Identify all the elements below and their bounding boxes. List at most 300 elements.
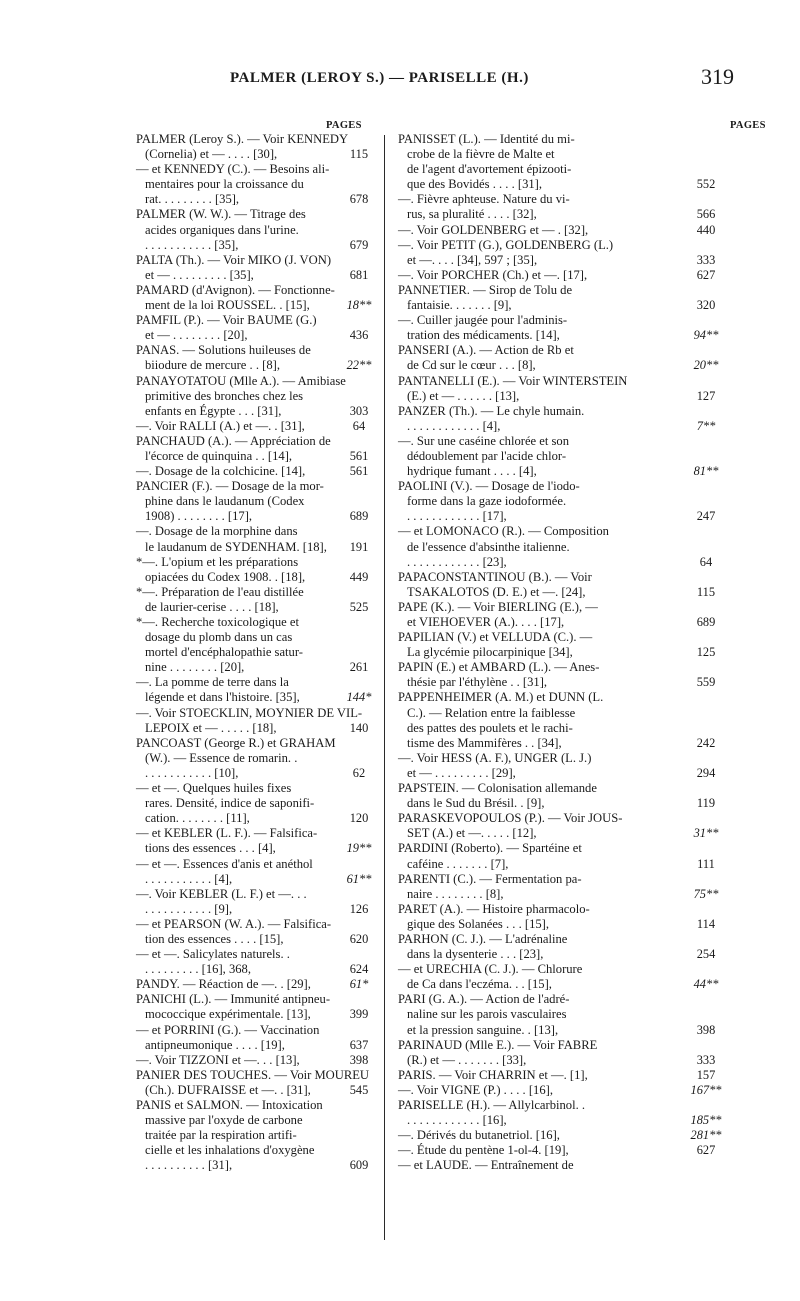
entry-text: (Cornelia) et — . . . . [30], [145,147,278,162]
entry-text: — et KEBLER (L. F.). — Falsifica- [136,826,318,841]
entry-text: —. Voir VIGNE (P.) . . . . [16], [398,1082,553,1097]
index-entry-line [398,192,746,207]
page-reference: 436 [349,328,369,343]
entry-text: TSAKALOTOS (D. E.) et —. [24], [407,584,586,599]
entry-text: — et —. Quelques huiles fixes [136,781,292,796]
entry-text: PARDINI (Roberto). — Spartéine et [398,841,582,856]
index-entry-line [398,494,746,509]
index-entry-line [398,283,746,298]
entry-text: enfants en Égypte . . . [31], [145,403,282,418]
page-reference: 398 [696,1022,716,1037]
index-entry-line [398,374,746,389]
index-entry-line [136,539,369,555]
index-entry-line [136,736,366,751]
right-index-column [398,132,746,1173]
entry-text: et — . . . . . . . . [20], [145,328,248,343]
index-entry-line [136,524,366,539]
entry-text: rares. Densité, indice de saponifi- [145,796,315,811]
index-entry-line [136,766,366,781]
index-entry-line [136,675,366,690]
entry-text: nine . . . . . . . . [20], [145,660,245,675]
index-entry-line [398,887,746,902]
index-entry-line [136,796,366,811]
entry-text: PANAYOTATOU (Mlle A.). — Amibiase [136,373,346,388]
page-reference: 111 [697,856,715,871]
index-entry-line [136,690,372,705]
index-entry-line [136,1037,369,1053]
index-entry-line [136,645,366,660]
index-entry-line [398,1038,746,1053]
page-reference: 64 [352,418,366,433]
index-entry-line [398,872,746,887]
entry-text: massive par l'oxyde de carbone [145,1113,303,1128]
page-reference: 62 [352,765,366,780]
entry-text: —. Dérivés du butanetriol. [16], [398,1128,560,1143]
index-entry-line [136,464,369,479]
entry-text: —. Fièvre aphteuse. Nature du vi- [398,192,570,207]
entry-text: (W.). — Essence de romarin. . [145,750,298,765]
entry-text: — et KENNEDY (C.). — Besoins ali- [136,162,330,177]
page-reference: 126 [349,901,369,916]
entry-text: —. La pomme de terre dans la [136,675,289,690]
entry-text: PANCIER (F.). — Dosage de la mor- [136,479,324,494]
index-entry-line [136,630,366,645]
page-reference: 115 [349,147,369,162]
index-entry-line [398,343,746,358]
page-reference: 254 [696,947,716,962]
index-entry-line [136,162,366,177]
page-reference: 61** [346,871,372,886]
page-reference: 114 [696,916,716,931]
entry-text: — et URECHIA (C. J.). — Chlorure [398,962,583,977]
entry-text: (E.) et — . . . . . . [13], [407,388,520,403]
entry-text: traitée par la respiration artifi- [145,1128,297,1143]
index-entry-line [398,298,746,313]
page-reference: 19** [346,841,372,856]
index-entry-line [398,600,746,615]
page-reference: 261 [349,660,369,675]
entry-text: hydrique fumant . . . . [4], [407,464,537,479]
entry-text: La glycémie pilocarpinique [34], [407,645,573,660]
entry-text: phine dans le laudanum (Codex [145,494,305,509]
entry-text: PARINAUD (Mlle E.). — Voir FABRE [398,1037,598,1052]
index-entry-line [136,585,366,600]
entry-text: tration des médicaments. [14], [407,328,560,343]
index-entry-line [136,826,366,841]
entry-text: PAMARD (d'Avignon). — Fonctionne- [136,282,335,297]
page-reference: 31** [693,826,719,841]
page-reference: 399 [349,1007,369,1022]
entry-text: ment de la loi ROUSSEL. . [15], [145,298,310,313]
entry-text: des pattes des poulets et le rachi- [407,720,573,735]
entry-text: . . . . . . . . . . . [35], [145,237,239,252]
index-entry-line [398,811,746,826]
entry-text: —. Dosage de la colchicine. [14], [136,464,306,479]
index-entry-line [136,298,372,313]
index-entry-line [398,947,746,962]
entry-text: LEPOIX et — . . . . . [18], [145,720,277,735]
index-entry-line [398,962,746,977]
entry-text: tisme des Mammifères . . [34], [407,735,562,750]
index-entry-line [398,389,746,404]
index-entry-line [136,811,369,826]
page-reference: 566 [696,207,716,222]
entry-text: caféine . . . . . . . [7], [407,856,509,871]
index-entry-line [136,479,366,494]
entry-text: dosage du plomb dans un cas [145,630,293,645]
entry-text: tion des essences . . . . [15], [145,931,284,946]
entry-text: C.). — Relation entre la faiblesse [407,705,576,720]
index-entry-line [136,1128,366,1143]
page-reference: 127 [696,388,716,403]
entry-text: fantaisie. . . . . . . [9], [407,298,512,313]
entry-text: *—. Préparation de l'eau distillée [136,584,304,599]
index-entry-line [136,931,369,947]
entry-text: mortel d'encéphalopathie satur- [145,645,303,660]
entry-text: . . . . . . . . . . . . [23], [407,554,507,569]
page-reference: 61* [349,977,369,992]
index-entry-line [398,449,746,464]
index-entry-line [398,736,746,751]
index-entry-line [398,826,746,841]
entry-text: PARHON (C. J.). — L'adrénaline [398,931,568,946]
index-entry-line [136,177,366,192]
page-reference: 303 [349,403,369,418]
entry-text: et — . . . . . . . . . [29], [407,765,516,780]
entry-text: PALTA (Th.). — Voir MIKO (J. VON) [136,252,332,267]
page-reference: 115 [696,584,716,599]
index-entry-line [136,267,369,283]
entry-text: de laurier-cerise . . . . [18], [145,599,279,614]
page-reference: 18** [346,298,372,313]
index-entry-line [398,540,746,555]
entry-text: —. Sur une caséine chlorée et son [398,433,570,448]
index-entry-line [136,901,369,917]
index-entry-line [398,555,746,570]
index-entry-line [398,328,746,343]
index-entry-line [398,660,746,675]
entry-text: de Cd sur le cœur . . . [8], [407,358,536,373]
index-entry-line [398,1068,746,1083]
entry-text: PANCHAUD (A.). — Appréciation de [136,433,331,448]
index-entry-line [136,1143,366,1158]
page-reference: 559 [696,675,716,690]
entry-text: PANNETIER. — Sirop de Tolu de [398,282,573,297]
index-entry-line [136,207,366,222]
entry-text: dans le Sud du Brésil. . [9], [407,796,545,811]
index-entry-line [398,404,746,419]
index-entry-line [136,343,366,358]
index-entry-line [398,902,746,917]
page-reference: 144* [346,690,372,705]
index-entry-line [136,253,366,268]
entry-text: — et —. Essences d'anis et anéthol [136,856,313,871]
entry-text: —. Voir STOECKLIN, MOYNIER DE VIL- [136,705,363,720]
index-entry-line [398,977,746,992]
page-reference: 281** [690,1128,722,1143]
entry-text: PARIS. — Voir CHARRIN et —. [1], [398,1067,588,1082]
index-entry-line [398,238,746,253]
page-reference: 689 [696,615,716,629]
index-entry-line [136,977,369,992]
entry-text: — et LOMONACO (R.). — Composition [398,524,609,539]
index-entry-line [398,706,746,721]
page-reference: 561 [349,464,369,479]
index-entry-line [136,1098,366,1113]
index-entry-line [398,781,746,796]
entry-text: PAPE (K.). — Voir BIERLING (E.), — [398,599,598,614]
entry-text: 1908) . . . . . . . . [17], [145,509,253,524]
entry-text: crobe de la fièvre de Malte et [407,147,555,162]
entry-text: et la pression sanguine. . [13], [407,1022,559,1037]
entry-text: de Ca dans l'eczéma. . . [15], [407,977,552,992]
entry-text: PANCOAST (George R.) et GRAHAM [136,735,336,750]
index-entry-line [136,1067,370,1083]
left-column-pages-heading: PAGES [326,120,362,131]
index-entry-line [398,1023,746,1038]
page-reference: 678 [349,192,369,207]
index-entry-line [398,1053,746,1068]
page-reference: 333 [696,252,716,267]
index-entry-line [136,328,369,343]
index-entry-line [398,177,746,192]
page-reference: 398 [349,1052,369,1067]
index-entry-line [136,917,366,932]
entry-text: le laudanum de SYDENHAM. [18], [145,539,327,554]
index-entry-line [398,268,746,283]
page-reference: 449 [349,569,369,584]
entry-text: PARENTI (C.). — Fermentation pa- [398,871,582,886]
index-entry-line [398,841,746,856]
entry-text: PARI (G. A.). — Action de l'adré- [398,992,570,1007]
index-entry-line [398,766,746,781]
index-entry-line [136,494,366,509]
page-reference: 320 [696,298,716,313]
entry-text: —. Cuiller jaugée pour l'adminis- [398,313,568,328]
index-entry-line [398,1158,746,1173]
entry-text: —. Voir GOLDENBERG et — . [32], [398,222,589,237]
page-reference: 140 [349,720,369,735]
index-entry-line [136,857,366,872]
page-reference: 167** [690,1082,722,1097]
page-reference: 333 [696,1052,716,1067]
entry-text: PALMER (Leroy S.). — Voir KENNEDY [136,132,349,146]
index-entry-line [398,917,746,932]
index-entry-line [398,207,746,222]
index-entry-line [136,419,366,434]
index-entry-line [398,721,746,736]
entry-text: biiodure de mercure . . [8], [145,358,280,373]
entry-text: PANICHI (L.). — Immunité antipneu- [136,992,331,1007]
entry-text: forme dans la gaze iodoformée. [407,494,567,509]
page-reference: 20** [693,358,719,373]
page-reference: 185** [690,1113,722,1128]
entry-text: mococcique expérimentale. [13], [145,1007,311,1022]
index-entry-line [136,720,369,736]
entry-text: PANIS et SALMON. — Intoxication [136,1098,323,1112]
entry-text: dans la dysenterie . . . [23], [407,947,544,962]
index-entry-line [136,887,366,902]
index-entry-line [136,871,372,887]
entry-text: PAPSTEIN. — Colonisation allemande [398,781,597,796]
index-entry-line [136,448,369,464]
index-entry-line [136,751,366,766]
entry-text: . . . . . . . . . . . [4], [145,871,233,886]
entry-text: cielle et les inhalations d'oxygène [145,1143,315,1158]
page-reference: 119 [696,796,716,811]
index-entry-line [136,509,369,524]
entry-text: gique des Solanées . . . [15], [407,916,549,931]
page-reference: 22** [346,358,372,373]
entry-text: —. Voir TIZZONI et —. . . [13], [136,1052,300,1067]
entry-text: PANTANELLI (E.). — Voir WINTERSTEIN [398,373,628,388]
entry-text: PARISELLE (H.). — Allylcarbinol. . [398,1098,586,1112]
entry-text: PANAS. — Solutions huileuses de [136,343,311,358]
entry-text: PALMER (W. W.). — Titrage des [136,207,306,222]
entry-text: (R.) et — . . . . . . . [33], [407,1052,527,1067]
page-reference: 44** [693,977,719,992]
right-column-pages-heading: PAGES [730,120,766,131]
index-entry-line [398,630,746,645]
page-reference: 561 [349,448,369,463]
index-entry-line [136,781,366,796]
entry-text: — et PEARSON (W. A.). — Falsifica- [136,916,332,931]
entry-text: mentaires pour la croissance du [145,177,304,192]
entry-text: PAPPENHEIMER (A. M.) et DUNN (L. [398,690,604,705]
index-entry-line [398,162,746,177]
entry-text: acides organiques dans l'urine. [145,222,299,237]
page-reference: 191 [349,539,369,554]
index-entry-line [398,524,746,539]
index-entry-line [136,313,366,328]
entry-text: naire . . . . . . . . [8], [407,886,504,901]
page-reference: 627 [696,267,716,282]
index-entry-line [136,1007,369,1022]
entry-text: . . . . . . . . . . . . [16], [407,1113,507,1128]
entry-text: que des Bovidés . . . . [31], [407,177,543,192]
entry-text: primitive des bronches chez les [145,388,304,403]
index-entry-line [136,569,369,585]
entry-text: de l'agent d'avortement épizooti- [407,162,572,177]
index-entry-line [398,147,746,162]
index-entry-line [398,1007,746,1022]
index-entry-line [398,223,746,238]
index-entry-line [136,132,366,147]
entry-text: — et LAUDE. — Entraînement de [398,1158,574,1173]
entry-text: . . . . . . . . . . . . [4], [407,418,501,433]
entry-text: SET (A.) et —. . . . . [12], [407,826,537,841]
index-entry-line [398,796,746,811]
index-entry-line [136,223,366,238]
index-entry-line [398,690,746,705]
page-number: 319 [701,64,734,89]
index-entry-line [136,374,366,389]
entry-text: *—. L'opium et les préparations [136,554,299,569]
column-divider [384,135,385,1240]
page-reference: 689 [349,509,369,524]
index-entry-line [398,570,746,585]
entry-text: PANISSET (L.). — Identité du mi- [398,132,575,146]
index-entry-line [136,706,366,721]
entry-text: PAPIN (E.) et AMBARD (L.). — Anes- [398,660,600,675]
index-entry-line [136,599,369,615]
index-entry-line [136,403,369,419]
entry-text: —. Voir PETIT (G.), GOLDENBERG (L.) [398,237,614,252]
index-entry-line [136,992,366,1007]
index-entry-line [398,1128,746,1143]
index-entry-line [136,555,366,570]
entry-text: (Ch.). DUFRAISSE et —. . [31], [145,1082,311,1097]
index-entry-line [136,1023,366,1038]
entry-text: cation. . . . . . . . [11], [145,811,250,826]
page-reference: 242 [696,735,716,750]
page-reference: 94** [693,328,719,343]
entry-text: légende et dans l'histoire. [35], [145,690,300,705]
entry-text: PARET (A.). — Histoire pharmacolo- [398,901,590,916]
index-entry-line [136,1052,369,1068]
index-entry-line [136,947,366,962]
entry-text: PANSERI (A.). — Action de Rb et [398,343,574,358]
index-entry-line [398,1083,746,1098]
entry-text: —. Dosage de la morphine dans [136,524,298,539]
entry-text: thésie par l'éthylène . . [31], [407,675,548,690]
index-entry-line [398,932,746,947]
index-entry-line [136,147,369,162]
page-reference: 637 [349,1037,369,1052]
page-reference: 440 [696,222,716,237]
index-entry-line [398,615,746,630]
index-entry-line [398,585,746,600]
page-reference: 247 [696,509,716,524]
left-index-column [136,132,372,1173]
entry-text: PANDY. — Réaction de —. . [29], [136,977,311,992]
entry-text: et —. . . . [34], 597 ; [35], [407,252,538,267]
index-entry-line [398,1098,746,1113]
entry-text: rat. . . . . . . . . [35], [145,192,240,207]
page-reference: 552 [696,177,716,192]
entry-text: — et PORRINI (G.). — Vaccination [136,1022,320,1037]
page-reference: 64 [699,554,713,569]
entry-text: PAPACONSTANTINOU (B.). — Voir [398,569,592,584]
entry-text: . . . . . . . . . . . . [17], [407,509,507,524]
entry-text: opiacées du Codex 1908. . [18], [145,569,306,584]
page-reference: 75** [693,886,719,901]
index-entry-line [398,675,746,690]
index-entry-line [136,192,369,207]
index-entry-line [136,358,372,373]
index-entry-line [136,283,366,298]
page-reference: 125 [696,645,716,660]
entry-text: et VIEHOEVER (A.). . . . [17], [407,615,565,629]
entry-text: de l'essence d'absinthe italienne. [407,539,570,554]
index-entry-line [398,434,746,449]
index-entry-line [398,509,746,524]
page-reference: 620 [349,931,369,946]
index-entry-line [136,1113,366,1128]
page-reference: 624 [349,962,369,977]
page-reference: 157 [696,1067,716,1082]
index-entry-line [136,660,369,675]
entry-text: PAMFIL (P.). — Voir BAUME (G.) [136,313,317,328]
index-entry-line [398,751,746,766]
index-entry-line [398,313,746,328]
entry-text: PARASKEVOPOULOS (P.). — Voir JOUS- [398,811,623,826]
entry-text: *—. Recherche toxicologique et [136,615,299,629]
entry-text: PAPILIAN (V.) et VELLUDA (C.). — [398,630,593,645]
index-entry-line [136,615,366,630]
page-reference: 525 [349,599,369,614]
entry-text: antipneumonique . . . . [19], [145,1037,285,1052]
